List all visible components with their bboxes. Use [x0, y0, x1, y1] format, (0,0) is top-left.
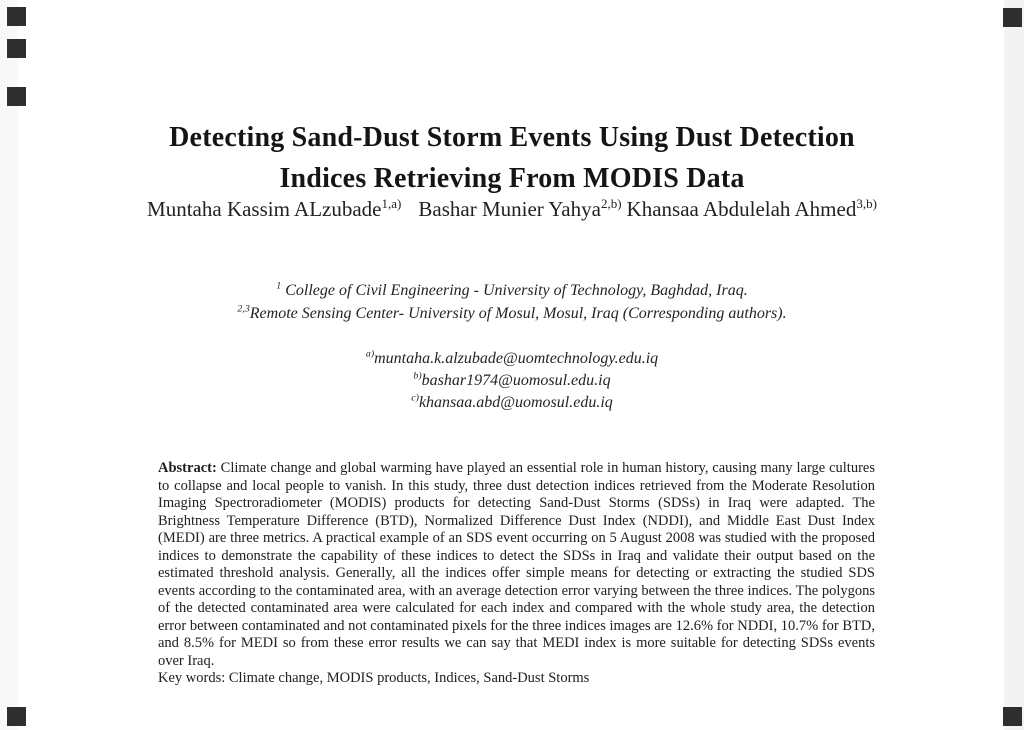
scan-mark-top-left-2 [7, 39, 26, 58]
scan-edge-left [0, 0, 18, 730]
author-2-superscript: 2,b) [600, 196, 622, 211]
scan-mark-bottom-left [7, 707, 26, 726]
abstract-section [158, 460, 875, 688]
email-3 [212, 392, 812, 414]
author-1-name: Muntaha Kassim ALzubade [147, 197, 382, 221]
email-2 [212, 370, 812, 392]
author-3 [627, 197, 877, 221]
paper-title [0, 117, 1024, 199]
email-2-superscript: b) [413, 370, 422, 382]
email-3-superscript: c) [411, 392, 419, 404]
author-1 [147, 197, 401, 221]
author-3-name: Khansaa Abdulelah Ahmed [626, 197, 857, 221]
author-2-name: Bashar Munier Yahya [418, 197, 601, 221]
abstract-paragraph [158, 460, 875, 670]
affiliation-1 [112, 279, 912, 302]
author-1-superscript: 1,a) [381, 196, 402, 211]
affiliation-1-text: College of Civil Engineering - University of Technology, Baghdad, Iraq. [281, 282, 748, 299]
author-3-superscript: 3,b) [856, 196, 877, 211]
affiliation-2-text: Remote Sensing Center- University of Mosul, Mosul, Iraq (Corresponding authors). [249, 305, 787, 322]
scan-mark-bottom-right [1003, 707, 1022, 726]
scan-mark-top-left-1 [7, 7, 26, 26]
scan-mark-top-left-3 [7, 87, 26, 106]
email-1-address: muntaha.k.alzubade@uomtechnology.edu.iq [374, 350, 659, 367]
paper-title-line-2: Indices Retrieving From MODIS Data [279, 162, 745, 194]
keywords-line: Key words: Climate change, MODIS products, Indices, Sand-Dust Storms [158, 670, 590, 686]
scan-mark-top-right [1003, 8, 1022, 27]
email-1-superscript: a) [365, 348, 375, 360]
abstract-text: Climate change and global warming have played an essential role in human history, causing many large cultures to collapse and local people to vanish. In this study, three dust detection indices retrieved from the Moderate Resolution Imaging Spectroradiometer (MODIS) products for detecting Sand-Dust Storms (SDSs) in Iraq were adapted. The Brightness Temperature Difference (BTD), Normalized Difference Dust Index (NDDI), and Middle East Dust Index (MEDI) are three metrics. A practical example of an SDS event occurring on 5 August 2008 was studied with the proposed indices to demonstrate the capability of these indices to detect the SDSs in Iraq and validate their output based on the estimated threshold analysis. Generally, all the indices offer simple means for detecting or extracting the studied SDS events according to the contaminated area, with an average detection error varying between the three indices. The polygons of the detected contaminated area were calculated for each index and compared with the whole study area, the detection error between contaminated and not contaminated pixels for the three indices images are 12.6% for NDDI, 10.7% for BTD, and 8.5% for MEDI so from these error results we can say that MEDI index is more suitable for detecting SDSs events over Iraq. [158, 460, 875, 669]
abstract-label: Abstract: [158, 460, 217, 476]
author-2 [418, 197, 621, 221]
paper-title-line-1: Detecting Sand-Dust Storm Events Using Dust Detection [169, 121, 855, 153]
email-1 [212, 348, 812, 370]
scan-edge-right [1004, 0, 1024, 730]
affiliation-2 [112, 302, 912, 325]
affiliations-block [112, 279, 912, 325]
email-3-address: khansaa.abd@uomosul.edu.iq [418, 394, 613, 411]
affiliation-1-superscript: 1 [276, 280, 282, 292]
email-2-address: bashar1974@uomosul.edu.iq [421, 372, 611, 389]
emails-block [212, 348, 812, 414]
authors-line [147, 194, 877, 225]
affiliation-2-superscript: 2,3 [237, 303, 250, 315]
